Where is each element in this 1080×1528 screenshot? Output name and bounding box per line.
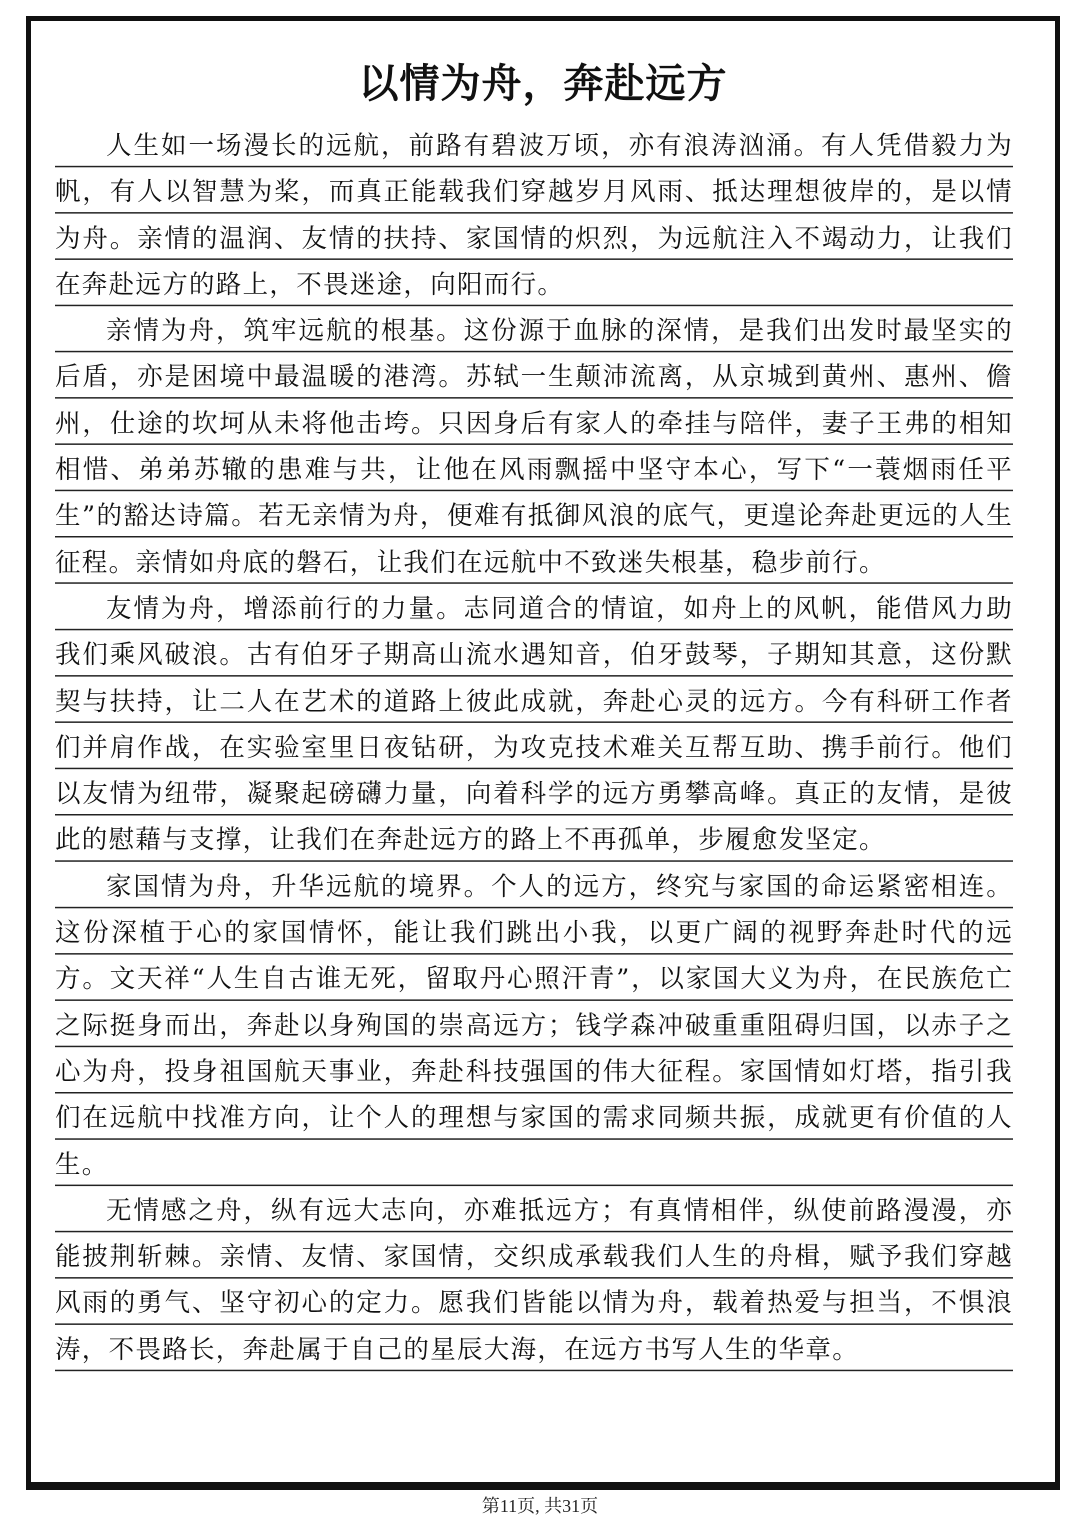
essay-paragraph-conclusion: 无情感之舟，纵有远大志向，亦难抵远方；有真情相伴，纵使前路漫漫，亦能披荆斩棘。亲情、友情、家国情，交织成承载我们人生的舟楫，赋予我们穿越风雨的勇气、坚守初心的定力。愿我们皆能以情为舟，载着热爱与担当，不惧浪涛，不畏路长，奔赴属于自己的星辰大海，在远方书写人生的华章。 — [55, 1188, 1013, 1373]
essay-body — [55, 123, 1013, 1373]
page-number: 第11页, 共31页 — [481, 1496, 599, 1516]
essay-paragraph-patriotism: 家国情为舟，升华远航的境界。个人的远方，终究与家国的命运紧密相连。这份深植于心的家国情怀，能让我们跳出小我，以更广阔的视野奔赴时代的远方。文天祥“人生自古谁无死，留取丹心照汗青”，以家国大义为舟，在民族危亡之际挺身而出，奔赴以身殉国的崇高远方；钱学森冲破重重阻碍归国，以赤子之心为舟，投身祖国航天事业，奔赴科技强国的伟大征程。家国情如灯塔，指引我们在远航中找准方向，让个人的理想与家国的需求同频共振，成就更有价值的人生。 — [55, 864, 1013, 1188]
essay-paragraph-friendship: 友情为舟，增添前行的力量。志同道合的情谊，如舟上的风帆，能借风力助我们乘风破浪。古有伯牙子期高山流水遇知音，伯牙鼓琴，子期知其意，这份默契与扶持，让二人在艺术的道路上彼此成就，奔赴心灵的远方。今有科研工作者们并肩作战，在实验室里日夜钻研，为攻克技术难关互帮互助、携手前行。他们以友情为纽带，凝聚起磅礴力量，向着科学的远方勇攀高峰。真正的友情，是彼此的慰藉与支撑，让我们在奔赴远方的路上不再孤单，步履愈发坚定。 — [55, 586, 1013, 864]
essay-paragraph-family: 亲情为舟，筑牢远航的根基。这份源于血脉的深情，是我们出发时最坚实的后盾，亦是困境中最温暖的港湾。苏轼一生颠沛流离，从京城到黄州、惠州、儋州，仕途的坎坷从未将他击垮。只因身后有家人的牵挂与陪伴，妻子王弗的相知相惜、弟弟苏辙的患难与共，让他在风雨飘摇中坚守本心，写下“一蓑烟雨任平生”的豁达诗篇。若无亲情为舟，便难有抵御风浪的底气，更遑论奔赴更远的人生征程。亲情如舟底的磐石，让我们在远航中不致迷失根基，稳步前行。 — [55, 308, 1013, 586]
essay-page-frame — [26, 16, 1060, 1490]
essay-paragraph-intro: 人生如一场漫长的远航，前路有碧波万顷，亦有浪涛汹涌。有人凭借毅力为帆，有人以智慧为桨，而真正能载我们穿越岁月风雨、抵达理想彼岸的，是以情为舟。亲情的温润、友情的扶持、家国情的炽烈，为远航注入不竭动力，让我们在奔赴远方的路上，不畏迷途，向阳而行。 — [55, 123, 1013, 308]
essay-title: 以情为舟，奔赴远方 — [358, 61, 728, 107]
